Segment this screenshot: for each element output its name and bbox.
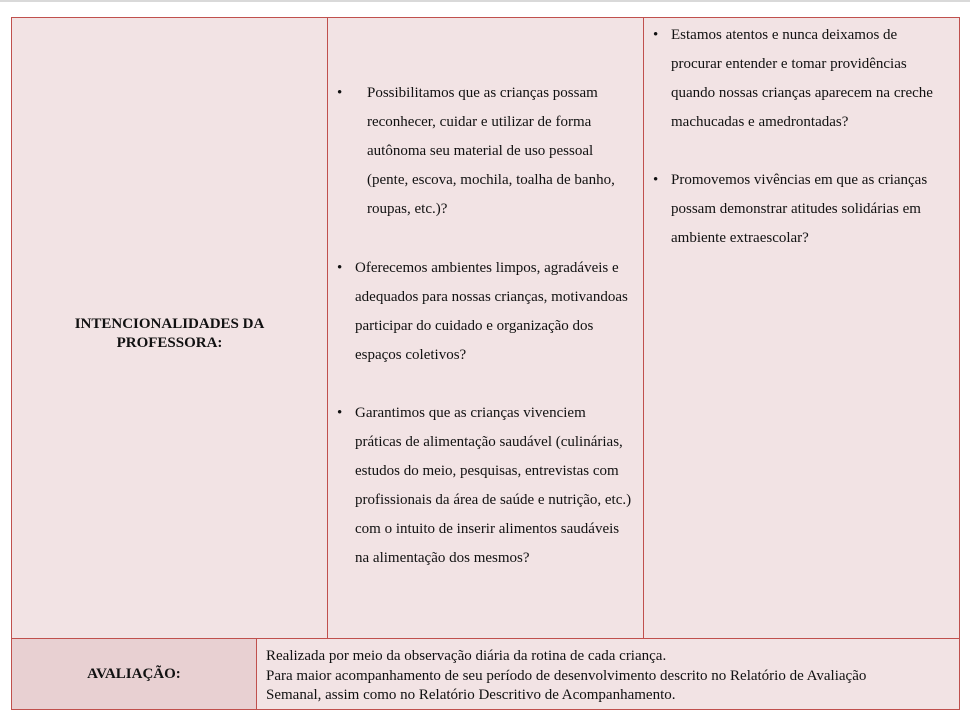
middle-content-cell [327, 17, 644, 639]
list-item-text: Garantimos que as crianças vivenciem práticas de alimentação saudável (culinárias, estudos do meio, pesquisas, entrevistas com profissionais da área de saúde e nutrição, etc.) com o intuito de inserir alimentos saudáveis na alimentação dos mesmos? [355, 405, 632, 566]
list-item [653, 21, 951, 137]
list-item [337, 79, 619, 224]
bullet-icon: • [337, 85, 343, 101]
avaliacao-label: AVALIAÇÃO: [87, 665, 181, 682]
list-item-text: Promovemos vivências em que as crianças possam demonstrar atitudes solidárias em ambiente extraescolar? [671, 172, 928, 246]
intencionalidades-label-cell [11, 17, 328, 639]
bullet-icon: • [653, 27, 659, 43]
avaliacao-label-cell [11, 638, 257, 710]
right-content-cell [643, 17, 960, 639]
avaliacao-line: Para maior acompanhamento de seu período de desenvolvimento descrito no Relatório de Avaliação [266, 667, 867, 684]
list-item-text: Estamos atentos e nunca deixamos de procurar entender e tomar providências quando nossas crianças aparecem na creche machucadas e amedrontadas? [671, 27, 933, 130]
bullet-icon: • [337, 260, 343, 276]
bullet-icon: • [653, 172, 659, 188]
list-item [337, 254, 635, 370]
avaliacao-text-cell [256, 638, 960, 710]
avaliacao-line: Realizada por meio da observação diária da rotina de cada criança. [266, 648, 667, 664]
list-item-text: Oferecemos ambientes limpos, agradáveis e adequados para nossas crianças, motivandoas participar do cuidado e organização dos espaços coletivos? [355, 260, 628, 363]
top-divider [0, 0, 970, 2]
intencionalidades-label: INTENCIONALIDADES DA PROFESSORA: [74, 316, 265, 351]
list-item [653, 166, 951, 253]
avaliacao-text [266, 647, 956, 706]
list-item [337, 399, 635, 573]
list-item-text: Possibilitamos que as crianças possam reconhecer, cuidar e utilizar de forma autônoma seu material de uso pessoal (pente, escova, mochila, toalha de banho, roupas, etc.)? [367, 85, 615, 217]
bullet-icon: • [337, 405, 343, 421]
avaliacao-line: Semanal, assim como no Relatório Descritivo de Acompanhamento. [266, 687, 676, 703]
